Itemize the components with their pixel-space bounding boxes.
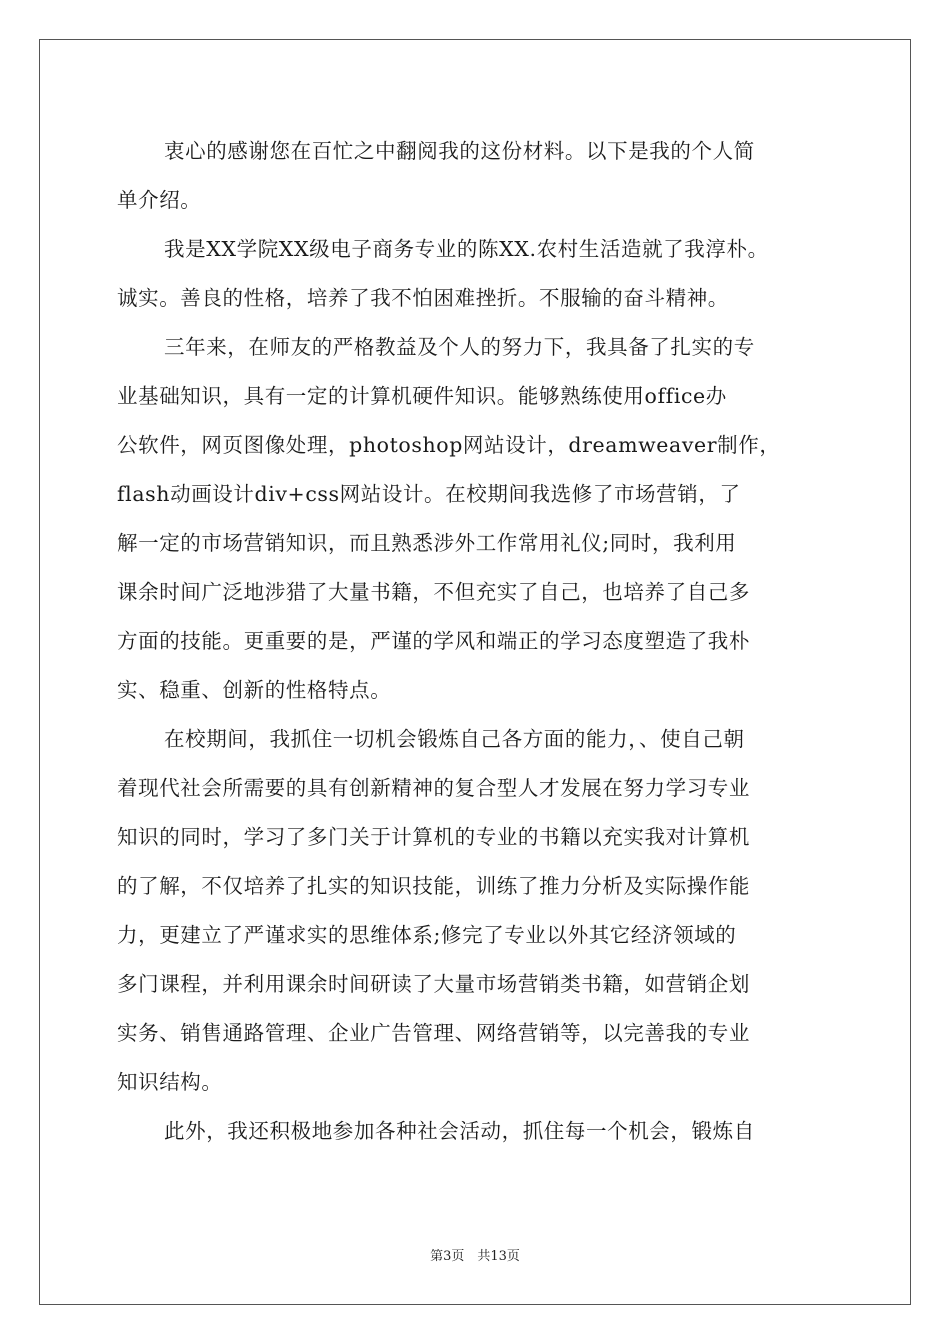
text-line: 多门课程，并利用课余时间研读了大量市场营销类书籍，如营销企划 bbox=[117, 972, 750, 996]
text-line: 解一定的市场营销知识，而且熟悉涉外工作常用礼仪;同时，我利用 bbox=[117, 531, 737, 555]
text-line: 力，更建立了严谨求实的思维体系;修完了专业以外其它经济领域的 bbox=[117, 923, 737, 947]
document-body bbox=[117, 127, 833, 1156]
text-line: 知识的同时，学习了多门关于计算机的专业的书籍以充实我对计算机 bbox=[117, 825, 750, 849]
text-line: 此外，我还积极地参加各种社会活动，抓住每一个机会，锻炼自 bbox=[164, 1119, 755, 1143]
text-line: 知识结构。 bbox=[117, 1070, 223, 1094]
text-line: 三年来，在师友的严格教益及个人的努力下，我具备了扎实的专 bbox=[164, 335, 755, 359]
text-line: 衷心的感谢您在百忙之中翻阅我的这份材料。以下是我的个人简 bbox=[164, 139, 755, 163]
text-line: flash动画设计div+css网站设计。在校期间我选修了市场营销，了 bbox=[117, 482, 741, 506]
text-line: 实、稳重、创新的性格特点。 bbox=[117, 678, 392, 702]
page-footer: 第3页 共13页 bbox=[430, 1249, 520, 1264]
text-line: 公软件，网页图像处理，photoshop网站设计，dreamweaver制作， bbox=[117, 433, 781, 457]
text-line: 诚实。善良的性格，培养了我不怕困难挫折。不服输的奋斗精神。 bbox=[117, 286, 729, 310]
text-line: 我是XX学院XX级电子商务专业的陈XX.农村生活造就了我淳朴。 bbox=[164, 237, 769, 261]
text-line: 单介绍。 bbox=[117, 188, 202, 212]
text-line: 业基础知识，具有一定的计算机硬件知识。能够熟练使用office办 bbox=[117, 384, 727, 408]
text-line: 课余时间广泛地涉猎了大量书籍，不但充实了自己，也培养了自己多 bbox=[117, 580, 750, 604]
text-line: 的了解，不仅培养了扎实的知识技能，训练了推力分析及实际操作能 bbox=[117, 874, 750, 898]
text-line: 方面的技能。更重要的是，严谨的学风和端正的学习态度塑造了我朴 bbox=[117, 629, 750, 653]
text-line: 在校期间，我抓住一切机会锻炼自己各方面的能力，、使自己朝 bbox=[164, 727, 745, 751]
text-line: 实务、销售通路管理、企业广告管理、网络营销等，以完善我的专业 bbox=[117, 1021, 750, 1045]
text-line: 着现代社会所需要的具有创新精神的复合型人才发展在努力学习专业 bbox=[117, 776, 750, 800]
